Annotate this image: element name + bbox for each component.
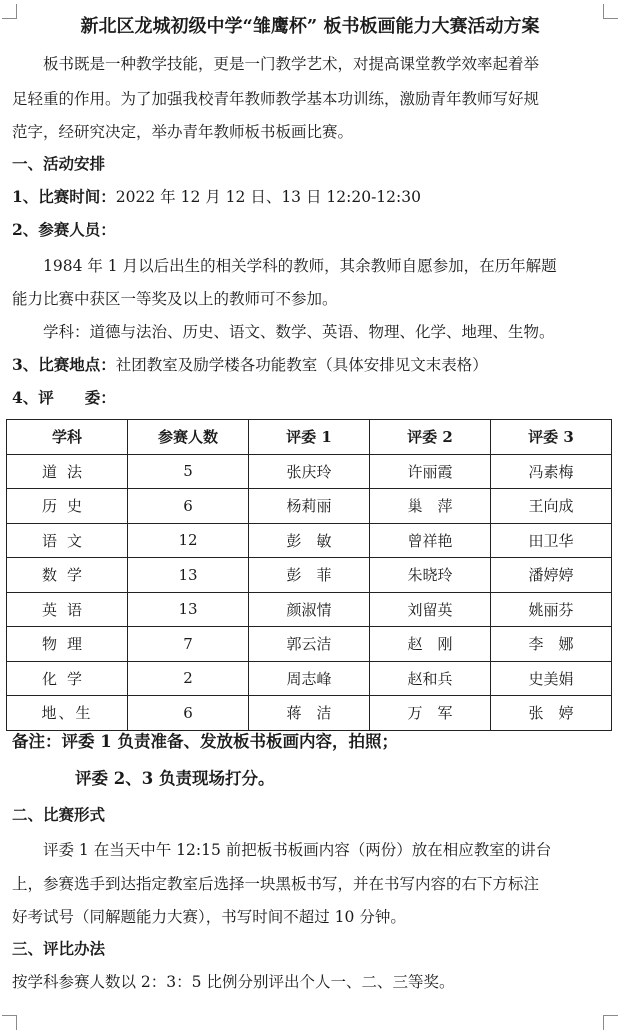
cell-subject: 化学	[7, 661, 128, 696]
intro-line-3: 范字，经研究决定，举办青年教师板书板画比赛。	[12, 123, 354, 141]
cell-subject: 语文	[7, 523, 128, 558]
cell-subject: 英语	[7, 592, 128, 627]
participants-line-1: 1984 年 1 月以后出生的相关学科的教师，其余教师自愿参加，在历年解题	[43, 257, 557, 275]
cell-judge-1: 杨莉丽	[249, 489, 370, 524]
cell-count: 13	[128, 592, 249, 627]
cell-subject: 道法	[7, 454, 128, 489]
cell-judge-2: 曾祥艳	[370, 523, 491, 558]
cell-judge-2: 赵 刚	[370, 627, 491, 662]
section2-line-3: 好考试号（同解题能力大赛），书写时间不超过 10 分钟。	[12, 908, 406, 926]
cell-judge-3: 张 婷	[491, 696, 612, 731]
table-row	[7, 558, 612, 593]
section3-heading: 三、评比办法	[12, 939, 106, 958]
cell-judge-3: 田卫华	[491, 523, 612, 558]
header-judge-3: 评委 3	[491, 420, 612, 455]
cell-judge-1: 彭 菲	[249, 558, 370, 593]
cell-judge-2: 万 军	[370, 696, 491, 731]
cell-judge-3: 史美娟	[491, 661, 612, 696]
table-row	[7, 696, 612, 731]
crop-mark-bottom-left	[2, 1015, 17, 1030]
cell-judge-1: 郭云洁	[249, 627, 370, 662]
table-row	[7, 592, 612, 627]
subjects-line: 学科：道德与法治、历史、语文、数学、英语、物理、化学、地理、生物。	[43, 323, 555, 341]
header-subject: 学科	[7, 420, 128, 455]
cell-subject: 地、生	[7, 696, 128, 731]
remark-line-2: 评委 2、3 负责现场打分。	[75, 769, 275, 788]
cell-subject: 数学	[7, 558, 128, 593]
location-value: 社团教室及励学楼各功能教室（具体安排见文末表格）	[115, 356, 488, 374]
section3-text: 按学科参赛人数以 2：3：5 比例分别评出个人一、二、三等奖。	[12, 973, 455, 991]
header-judge-1: 评委 1	[249, 420, 370, 455]
location-label: 3、比赛地点：	[12, 355, 116, 374]
cell-count: 2	[128, 661, 249, 696]
cell-judge-1: 蒋 洁	[249, 696, 370, 731]
cell-count: 12	[128, 523, 249, 558]
cell-judge-2: 朱晓玲	[370, 558, 491, 593]
competition-location	[12, 354, 612, 376]
crop-mark-bottom-right	[603, 1015, 618, 1030]
cell-judge-1: 张庆玲	[249, 454, 370, 489]
cell-judge-3: 冯素梅	[491, 454, 612, 489]
cell-count: 13	[128, 558, 249, 593]
cell-count: 7	[128, 627, 249, 662]
cell-judge-2: 刘留英	[370, 592, 491, 627]
cell-count: 5	[128, 454, 249, 489]
judges-label: 4、评 委：	[12, 388, 116, 407]
section1-heading: 一、活动安排	[12, 154, 106, 173]
table-row	[7, 627, 612, 662]
section2-line-1: 评委 1 在当天中午 12:15 前把板书板画内容（两份）放在相应教室的讲台	[43, 841, 552, 859]
cell-judge-2: 赵和兵	[370, 661, 491, 696]
time-label: 1、比赛时间：	[12, 187, 116, 206]
table-row	[7, 489, 612, 524]
cell-judge-1: 周志峰	[249, 661, 370, 696]
cell-judge-3: 李 娜	[491, 627, 612, 662]
competition-time	[12, 186, 612, 208]
intro-line-1: 板书既是一种教学技能，更是一门教学艺术，对提高课堂教学效率起着举	[43, 55, 540, 73]
cell-subject: 历史	[7, 489, 128, 524]
section2-line-2: 上，参赛选手到达指定教室后选择一块黑板书写，并在书写内容的右下方标注	[12, 875, 540, 893]
header-count: 参赛人数	[128, 420, 249, 455]
table-row	[7, 661, 612, 696]
table-row	[7, 523, 612, 558]
cell-count: 6	[128, 489, 249, 524]
judges-table	[6, 419, 612, 731]
cell-judge-3: 潘婷婷	[491, 558, 612, 593]
cell-judge-3: 王向成	[491, 489, 612, 524]
cell-judge-1: 彭 敏	[249, 523, 370, 558]
cell-judge-2: 巢 萍	[370, 489, 491, 524]
section2-heading: 二、比赛形式	[12, 805, 106, 824]
time-value: 2022 年 12 月 12 日、13 日 12:20-12:30	[115, 188, 421, 206]
table-row	[7, 454, 612, 489]
cell-subject: 物理	[7, 627, 128, 662]
document-title: 新北区龙城初级中学“雏鹰杯” 板书板画能力大赛活动方案	[80, 16, 540, 37]
cell-judge-3: 姚丽芬	[491, 592, 612, 627]
participants-label: 2、参赛人员：	[12, 220, 116, 239]
cell-judge-2: 许丽霞	[370, 454, 491, 489]
intro-line-2: 足轻重的作用。为了加强我校青年教师教学基本功训练，激励青年教师写好规	[12, 90, 540, 108]
cell-judge-1: 颜淑情	[249, 592, 370, 627]
header-judge-2: 评委 2	[370, 420, 491, 455]
remark-line-1: 备注：评委 1 负责准备、发放板书板画内容，拍照；	[12, 732, 398, 751]
table-header-row	[7, 420, 612, 455]
cell-count: 6	[128, 696, 249, 731]
participants-line-2: 能力比赛中获区一等奖及以上的教师可不参加。	[12, 290, 338, 308]
